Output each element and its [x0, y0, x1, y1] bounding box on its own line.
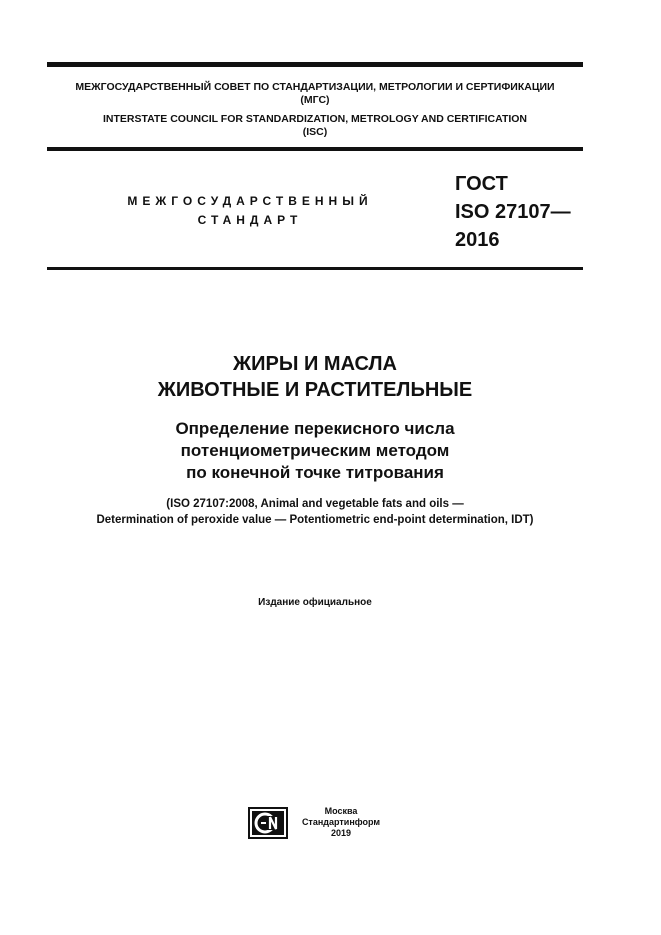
- standard-label-line1: МЕЖГОСУДАРСТВЕННЫЙ: [127, 194, 373, 208]
- designation-line2: ISO 27107—: [455, 201, 571, 223]
- publisher-city: Москва: [324, 806, 358, 816]
- document-title-line1: ЖИРЫ И МАСЛА: [233, 353, 397, 375]
- council-name-en: [47, 113, 583, 139]
- top-rule: [47, 62, 583, 67]
- designation-line3: 2016: [455, 229, 500, 251]
- document-subtitle: [47, 418, 583, 484]
- council-abbrev-en: (ISC): [302, 126, 328, 138]
- document-title: [47, 351, 583, 403]
- iso-reference-line1: (ISO 27107:2008, Animal and vegetable fats and oils —: [166, 498, 464, 510]
- middle-rule: [47, 147, 583, 151]
- document-subtitle-line2: потенциометрическим методом: [180, 441, 450, 460]
- publisher-info: [296, 806, 386, 839]
- document-title-line2: ЖИВОТНЫЕ И РАСТИТЕЛЬНЫЕ: [157, 379, 473, 401]
- iso-reference-line2: Determination of peroxide value — Potentiometric end-point determination, IDT): [96, 514, 534, 526]
- document-subtitle-line3: по конечной точке титрования: [186, 463, 444, 482]
- standartinform-logo-icon: [248, 807, 288, 839]
- publisher-name: Стандартинформ: [301, 817, 381, 827]
- designation-line1: ГОСТ: [455, 173, 508, 195]
- document-subtitle-line1: Определение перекисного числа: [175, 419, 455, 438]
- edition-label: Издание официальное: [258, 597, 372, 608]
- publication-year: 2019: [330, 828, 352, 838]
- council-name-en-line: INTERSTATE COUNCIL FOR STANDARDIZATION, METROLOGY AND CERTIFICATION: [102, 113, 528, 125]
- standard-designation: [455, 170, 571, 254]
- council-name-ru: [47, 81, 583, 107]
- standard-label-line2: СТАНДАРТ: [197, 213, 303, 227]
- bottom-rule: [47, 267, 583, 270]
- council-abbrev-ru: (МГС): [300, 94, 330, 106]
- council-name-ru-line: МЕЖГОСУДАРСТВЕННЫЙ СОВЕТ ПО СТАНДАРТИЗАЦИИ, МЕТРОЛОГИИ И СЕРТИФИКАЦИИ: [75, 81, 555, 93]
- iso-reference: [47, 496, 583, 528]
